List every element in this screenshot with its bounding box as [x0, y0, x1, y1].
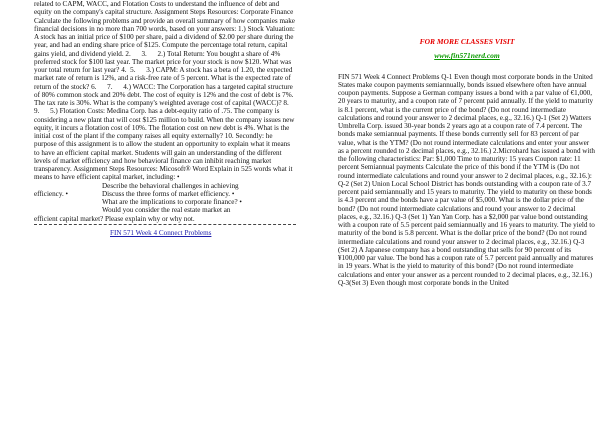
left-body-text: related to CAPM, WACC, and Flotation Costs to understand the influence of debt and equity on the company's capital structure. Assignment Steps Resources: Corporate Finance Calculate the following problems and provide an overall summary of how companies make financial decisions in no more than 700 words, based on your answers: 1.) Stock Valuation: A stock has an initial price of $100 per share, paid a dividend of $2.00 per share during the year, and had an ending share price of $125. Compute the percentage total return, capital gains yield, and dividend yield. 2. 3. 2.) Total Return: You bought a share of 4% preferred stock for $100 last year. The market price for your stock is now $120. What was your total return for last year? 4. 5. 3.) CAPM: A stock has a beta of 1.20, the expected market rate of return is 12%, and a risk-free rate of 5 percent. What is the expected rate of return of the stock? 6. 7. 4.) WACC: The Corporation has a targeted capital structure of 80% common stock and 20% debt. The cost of equity is 12% and the cost of debt is 7%. The tax rate is 30%. What is the company's weighted average cost of capital (WACC)? 8. 9. 5.) Flotation Costs: Medina Corp. has a debt-equity ratio of .75. The company is considering a new plant that will cost $125 million to build. When the company issues new equity, it incurs a flotation cost of 10%. The flotation cost on new debt is 4%. What is the initial cost of the plant if the company raises all equity externally? 10. Secondly: he purpose of this assignment is to allow the student an opportunity to explain what it means to have an efficient capital market. Students will gain an understanding of the different levels of market efficiency and how behavioral finance can inhibit reaching market transparency. Assignment Steps Resources: Micosoft® Word Explain in 525 words what it means to have efficient capital market, including: • — [34, 0, 300, 182]
bullet-real-estate: Would you consider the real estate market an — [102, 206, 231, 215]
bullet-forms: Discuss the three forms of market efficiency. • — [102, 189, 235, 198]
fin571-week4-link[interactable]: FIN 571 Week 4 Connect Problems — [110, 228, 212, 237]
left-column — [34, 0, 300, 237]
dashed-divider — [34, 224, 296, 225]
bullet-behavioral: Describe the behavioral challenges in achieving — [102, 181, 239, 190]
website-link[interactable]: www.fin571nerd.com — [434, 51, 500, 61]
bullet-implications: What are the implications to corporate finance? • — [102, 198, 242, 206]
right-body-text: FIN 571 Week 4 Connect Problems Q-1 Even though most corporate bonds in the United States make coupon payments semiannually, bonds issued elsewhere often have annual coupon payments. Suppose a German company issues a bond with a par value of €1,000, 20 years to maturity, and a coupon rate of 7 percent paid annually. If the yield to maturity is 8.1 percent, what is the current price of the bond? (Do not round intermediate calculations and round your answer to 2 decimal places, e.g., 32.16.) Q-1 (Set 2) Watters Umbrella Corp. issued 30-year bonds 2 years ago at a coupon rate of 7.4 percent. The bonds make semiannual payments. If these bonds currently sell for 83 percent of par value, what is the YTM? (Do not round intermediate calculations and enter your answer as a percent rounded to 2 decimal places, e.g., 32.16.) 2.Microhard has issued a bond with the following characteristics: Par: $1,000 Time to maturity: 15 years Coupon rate: 11 percent Semiannual payments Calculate the price of this bond if the YTM is (Do not round intermediate calculations and round your answer to 2 decimal places, e.g., 32.16.): Q-2 (Set 2) Union Local School District has bonds outstanding with a coupon rate of 3.7 percent paid semiannually and 15 years to maturity. The yield to maturity on these bonds is 4.3 percent and the bonds have a par value of $5,000. What is the dollar price of the bond? (Do not round intermediate calculations and round your answer to 2 decimal places, e.g., 32.16.) Q-3 (Set 1) Yan Yan Corp. has a $2,000 par value bond outstanding with a coupon rate of 5.5 percent paid semiannually and 16 years to maturity. The yield to maturity of the bond is 5.8 percent. What is the dollar price of the bond? (Do not round intermediate calculations and round your answer to 2 decimal places, e.g., 32.16.) Q-3 (Set 2) A Japanese company has a bond outstanding that sells for 90 percent of its ¥100,000 par value. The bond has a coupon rate of 5.7 percent paid annually and matures in 19 years. What is the yield to maturity of this bond? (Do not round intermediate calculations and enter your answer as a percent rounded to 2 decimal places, e.g., 32.16.) Q-3(Set 3) Even though most corporate bonds in the United — [338, 72, 597, 287]
promo-header: FOR MORE CLASSES VISIT — [419, 37, 515, 46]
bullet-forms-row — [34, 190, 296, 198]
right-column — [338, 0, 596, 287]
bullet-tail: efficient capital market? Please explain why or why not. — [34, 214, 195, 223]
efficiency-label: efficiency. • — [34, 189, 69, 198]
